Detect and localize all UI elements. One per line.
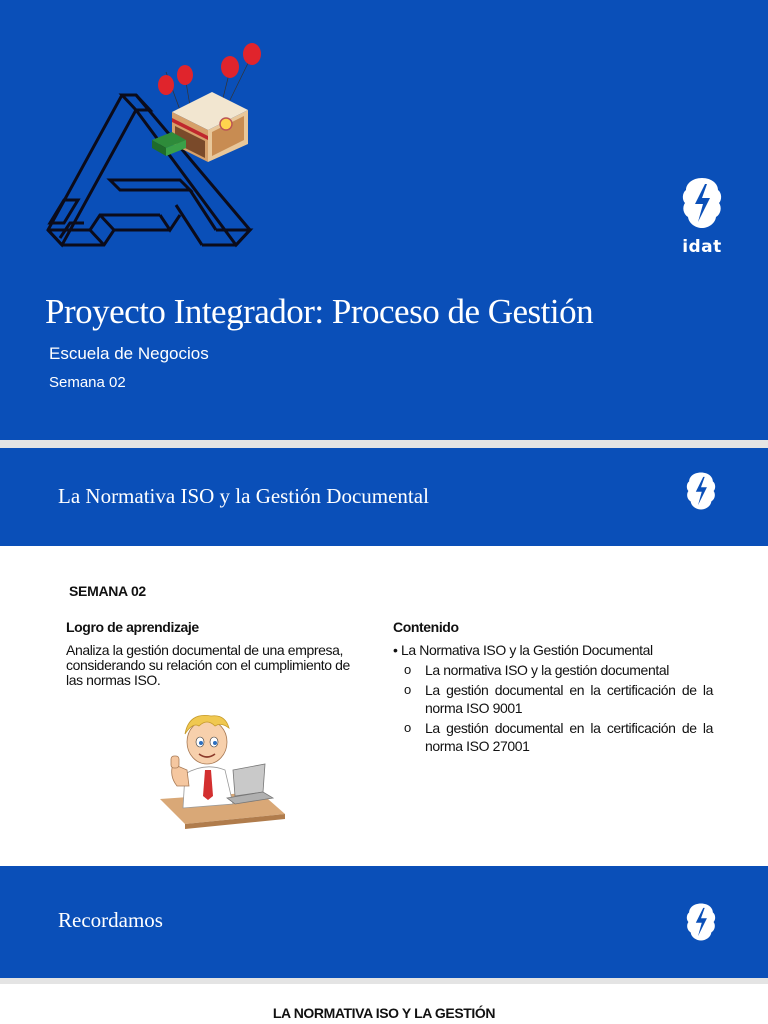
brain-bolt-icon xyxy=(684,471,718,511)
brain-bolt-icon xyxy=(680,176,724,230)
brand-name: idat xyxy=(682,237,722,257)
list-item: • La Normativa ISO y la Gestión Documental xyxy=(393,642,653,658)
section-slide-recordamos[interactable] xyxy=(0,866,768,978)
list-item: o La gestión documental en la certificación de la norma ISO 27001 xyxy=(404,720,713,754)
week-label: SEMANA 02 xyxy=(69,583,146,599)
cover-slide[interactable] xyxy=(0,0,768,440)
contenido-heading: Contenido xyxy=(393,619,459,635)
cover-school: Escuela de Negocios xyxy=(49,344,209,363)
cover-week: Semana 02 xyxy=(49,374,126,391)
partial-slide[interactable] xyxy=(0,984,768,1024)
contenido-list xyxy=(393,641,713,755)
section-title: La Normativa ISO y la Gestión Documental xyxy=(58,484,429,508)
content-slide[interactable] xyxy=(0,546,768,866)
cover-title: Proyecto Integrador: Proceso de Gestión xyxy=(45,292,594,331)
section-slide-normativa[interactable] xyxy=(0,448,768,546)
logro-text: Analiza la gestión documental de una empresa, considerando su relación con el cumplimiento de las normas ISO. xyxy=(66,642,350,688)
section-title: Recordamos xyxy=(58,908,163,932)
businessman-laptop-illustration xyxy=(155,704,290,834)
brain-bolt-icon xyxy=(684,902,718,942)
logro-heading: Logro de aprendizaje xyxy=(66,619,199,635)
list-item: o La normativa ISO y la gestión documental xyxy=(404,662,669,678)
idat-logo xyxy=(672,176,732,257)
partial-heading: LA NORMATIVA ISO Y LA GESTIÓN xyxy=(272,1005,496,1021)
logo-a-icon xyxy=(40,40,280,270)
list-item: o La gestión documental en la certificación de la norma ISO 9001 xyxy=(404,682,713,716)
